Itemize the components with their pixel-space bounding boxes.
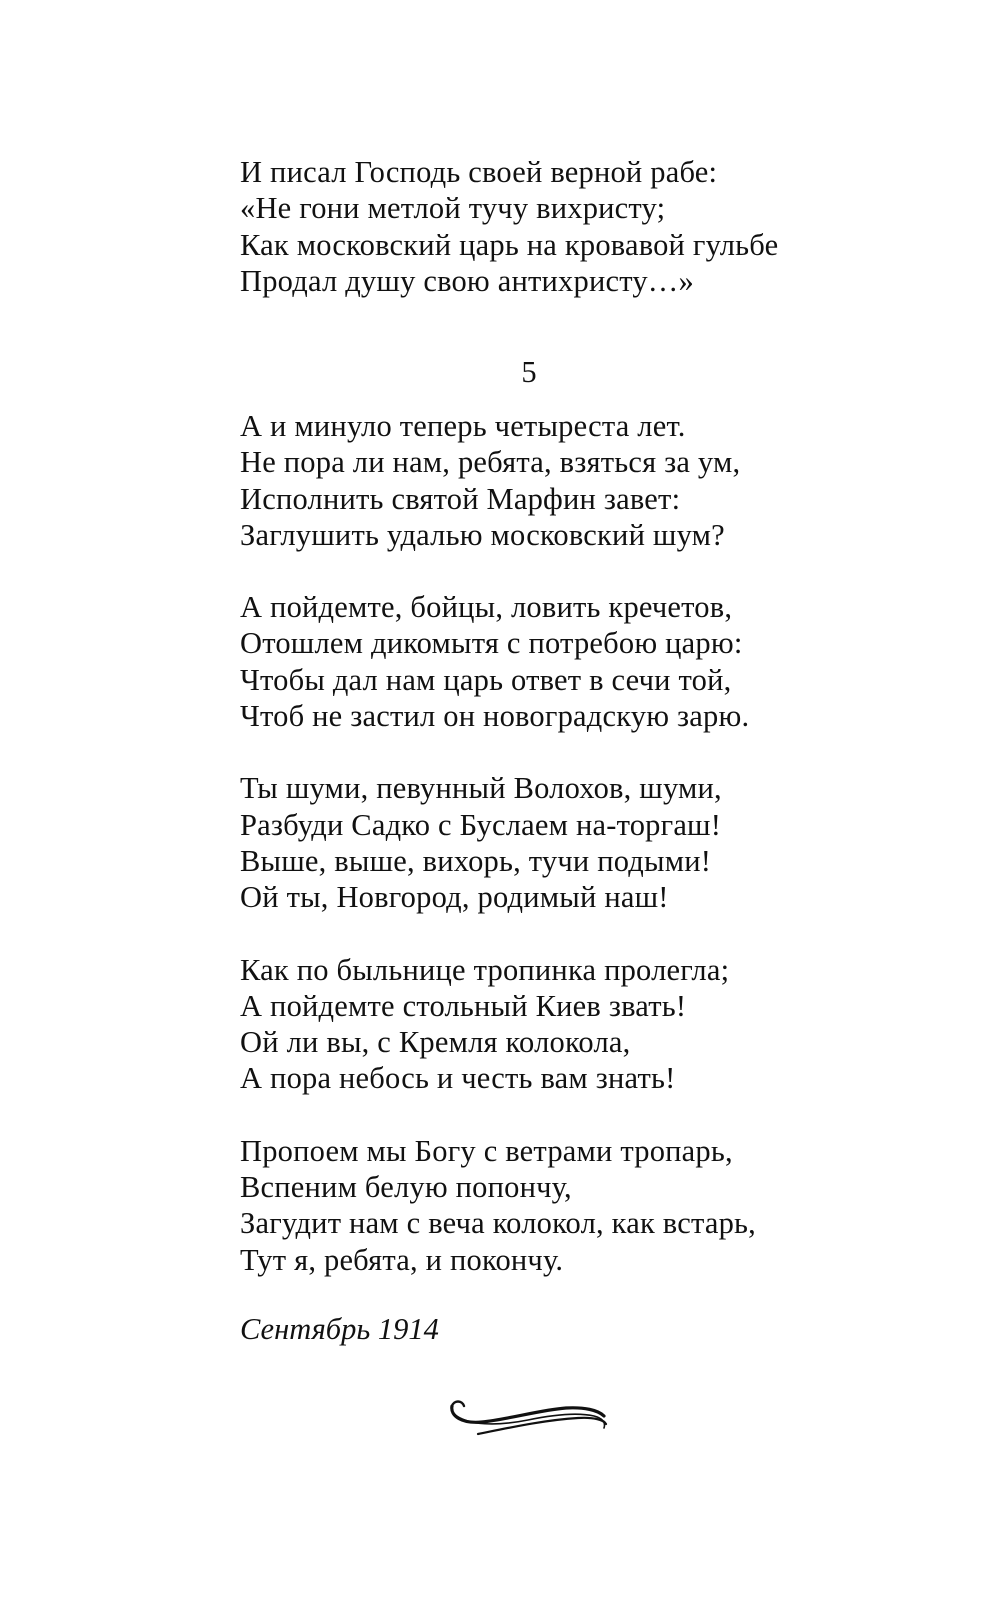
poem-line: Продал душу свою антихристу…» [240,263,694,298]
poem-line: «Не гони метлой тучу вихристу; [240,191,666,226]
poem-line: Заглушить удалью московский шум? [240,517,725,552]
poem-line: А пора небось и честь вам знать! [240,1061,676,1096]
poem-line: Отошлем дикомытя с потребою царю: [240,626,743,661]
poem-line: Выше, выше, вихорь, тучи подыми! [240,843,712,878]
stanza [240,154,940,299]
poem-line: Не пора ли нам, ребята, взяться за ум, [240,445,741,480]
poem-part-5 [240,408,940,1314]
poem-part-4-ending [240,154,940,335]
poem-line: Ты шуми, певунный Волохов, шуми, [240,771,722,806]
poem-line: Разбуди Садко с Буслаем на-торгаш! [240,807,722,842]
poem-line: Ой ли вы, с Кремля колокола, [240,1025,631,1060]
poem-line: Как московский царь на кровавой гульбе [240,227,779,262]
poem-line: Вспеним белую попончу, [240,1170,572,1205]
poem-line: А пойдемте, бойцы, ловить кречетов, [240,590,733,625]
stanza [240,589,940,734]
poem-line: Чтоб не застил он новоградскую зарю. [240,699,750,734]
poem-line: А пойдемте стольный Киев звать! [240,988,687,1023]
poem-line: Исполнить святой Марфин завет: [240,481,681,516]
stanza [240,1133,940,1278]
poem-date: Сентябрь 1914 [240,1312,439,1346]
section-number: 5 [521,355,537,389]
poem-line: И писал Господь своей верной рабе: [240,155,718,189]
stanza [240,408,940,553]
poem-line: А и минуло теперь четыреста лет. [240,409,686,443]
poem-line: Тут я, ребята, и покончу. [240,1242,564,1277]
poem-line: Ой ты, Новгород, родимый наш! [240,880,669,915]
poem-line: Как по быльнице тропинка пролегла; [240,952,730,987]
poem-line: Чтобы дал нам царь ответ в сечи той, [240,662,732,697]
stanza [240,952,940,1097]
swash-ornament-icon [448,1392,610,1440]
poem-line: Загудит нам с веча колокол, как встарь, [240,1206,756,1241]
poem-line: Пропоем мы Богу с ветрами тропарь, [240,1133,733,1168]
stanza [240,770,940,915]
